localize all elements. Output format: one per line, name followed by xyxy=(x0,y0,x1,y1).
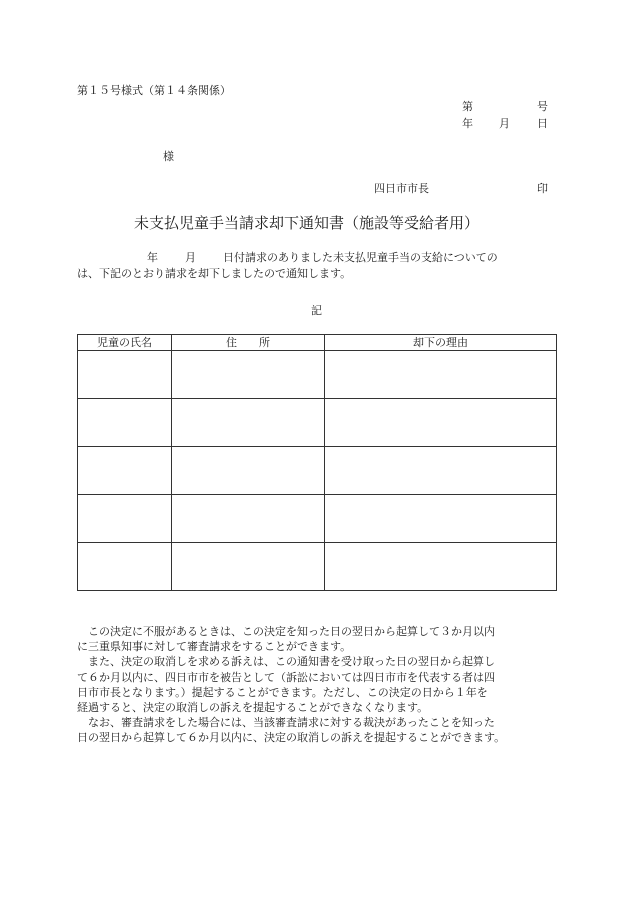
notice-line: て６か月以内に、四日市市を被告として（訴訟においては四日市市を代表する者は四 xyxy=(77,670,495,684)
form-label: 第１５号様式（第１４条関係） xyxy=(77,84,231,97)
cell-rejection-reason xyxy=(325,399,557,447)
table-header-row xyxy=(78,335,557,351)
intro-line2-text: は、下記のとおり請求を却下しましたので通知します。 xyxy=(77,267,352,280)
appeal-notice xyxy=(77,624,577,746)
notice-line: に三重県知事に対して審査請求をすることができます。 xyxy=(77,640,352,654)
cell-child-name xyxy=(78,543,172,591)
cell-child-name xyxy=(78,495,172,543)
cell-child-name xyxy=(78,447,172,495)
cell-address xyxy=(172,351,325,399)
notice-line: なお、審査請求をした場合には、当該審査請求に対する裁決があったことを知った xyxy=(77,716,495,730)
rejection-table xyxy=(77,334,557,591)
table-row xyxy=(78,447,557,495)
addressee-suffix: 様 xyxy=(163,150,174,163)
cell-address xyxy=(172,447,325,495)
intro-month: 月 xyxy=(185,251,196,264)
table-row xyxy=(78,399,557,447)
cell-child-name xyxy=(78,399,172,447)
notice-line: 日の翌日から起算して６か月以内に、決定の取消しの訴えを提起することができます。 xyxy=(77,731,506,745)
ki-label: 記 xyxy=(311,304,322,317)
intro-line1-text: 日付請求のありました未支払児童手当の支給についての xyxy=(223,251,498,264)
cell-child-name xyxy=(78,351,172,399)
notice-line: この決定に不服があるときは、この決定を知った日の翌日から起算して３か月以内 xyxy=(77,625,495,638)
date-day: 日 xyxy=(537,117,548,130)
issuer-name: 四日市市長 xyxy=(374,182,429,195)
cell-rejection-reason xyxy=(325,447,557,495)
document-title: 未支払児童手当請求却下通知書（施設等受給者用） xyxy=(134,214,480,232)
cell-rejection-reason xyxy=(325,351,557,399)
notice-line: また、決定の取消しを求める訴えは、この通知書を受け取った日の翌日から起算し xyxy=(77,655,495,669)
date-month: 月 xyxy=(499,117,510,130)
cell-address xyxy=(172,543,325,591)
table-row xyxy=(78,351,557,399)
table-row xyxy=(78,495,557,543)
header-child-name: 児童の氏名 xyxy=(78,335,172,351)
intro-year: 年 xyxy=(147,251,158,264)
header-rejection-reason: 却下の理由 xyxy=(325,335,557,351)
date-year: 年 xyxy=(462,117,473,130)
notice-line: 経過すると、決定の取消しの訴えを提起することができなくなります。 xyxy=(77,701,429,715)
cell-address xyxy=(172,495,325,543)
number-prefix: 第 xyxy=(462,100,473,113)
cell-rejection-reason xyxy=(325,495,557,543)
issuer-seal: 印 xyxy=(537,182,548,195)
cell-rejection-reason xyxy=(325,543,557,591)
cell-address xyxy=(172,399,325,447)
table-row xyxy=(78,543,557,591)
header-address: 住 所 xyxy=(172,335,325,351)
notice-line: 日市市長となります。）提起することができます。ただし、この決定の日から１年を xyxy=(77,685,488,699)
number-suffix: 号 xyxy=(537,100,548,113)
